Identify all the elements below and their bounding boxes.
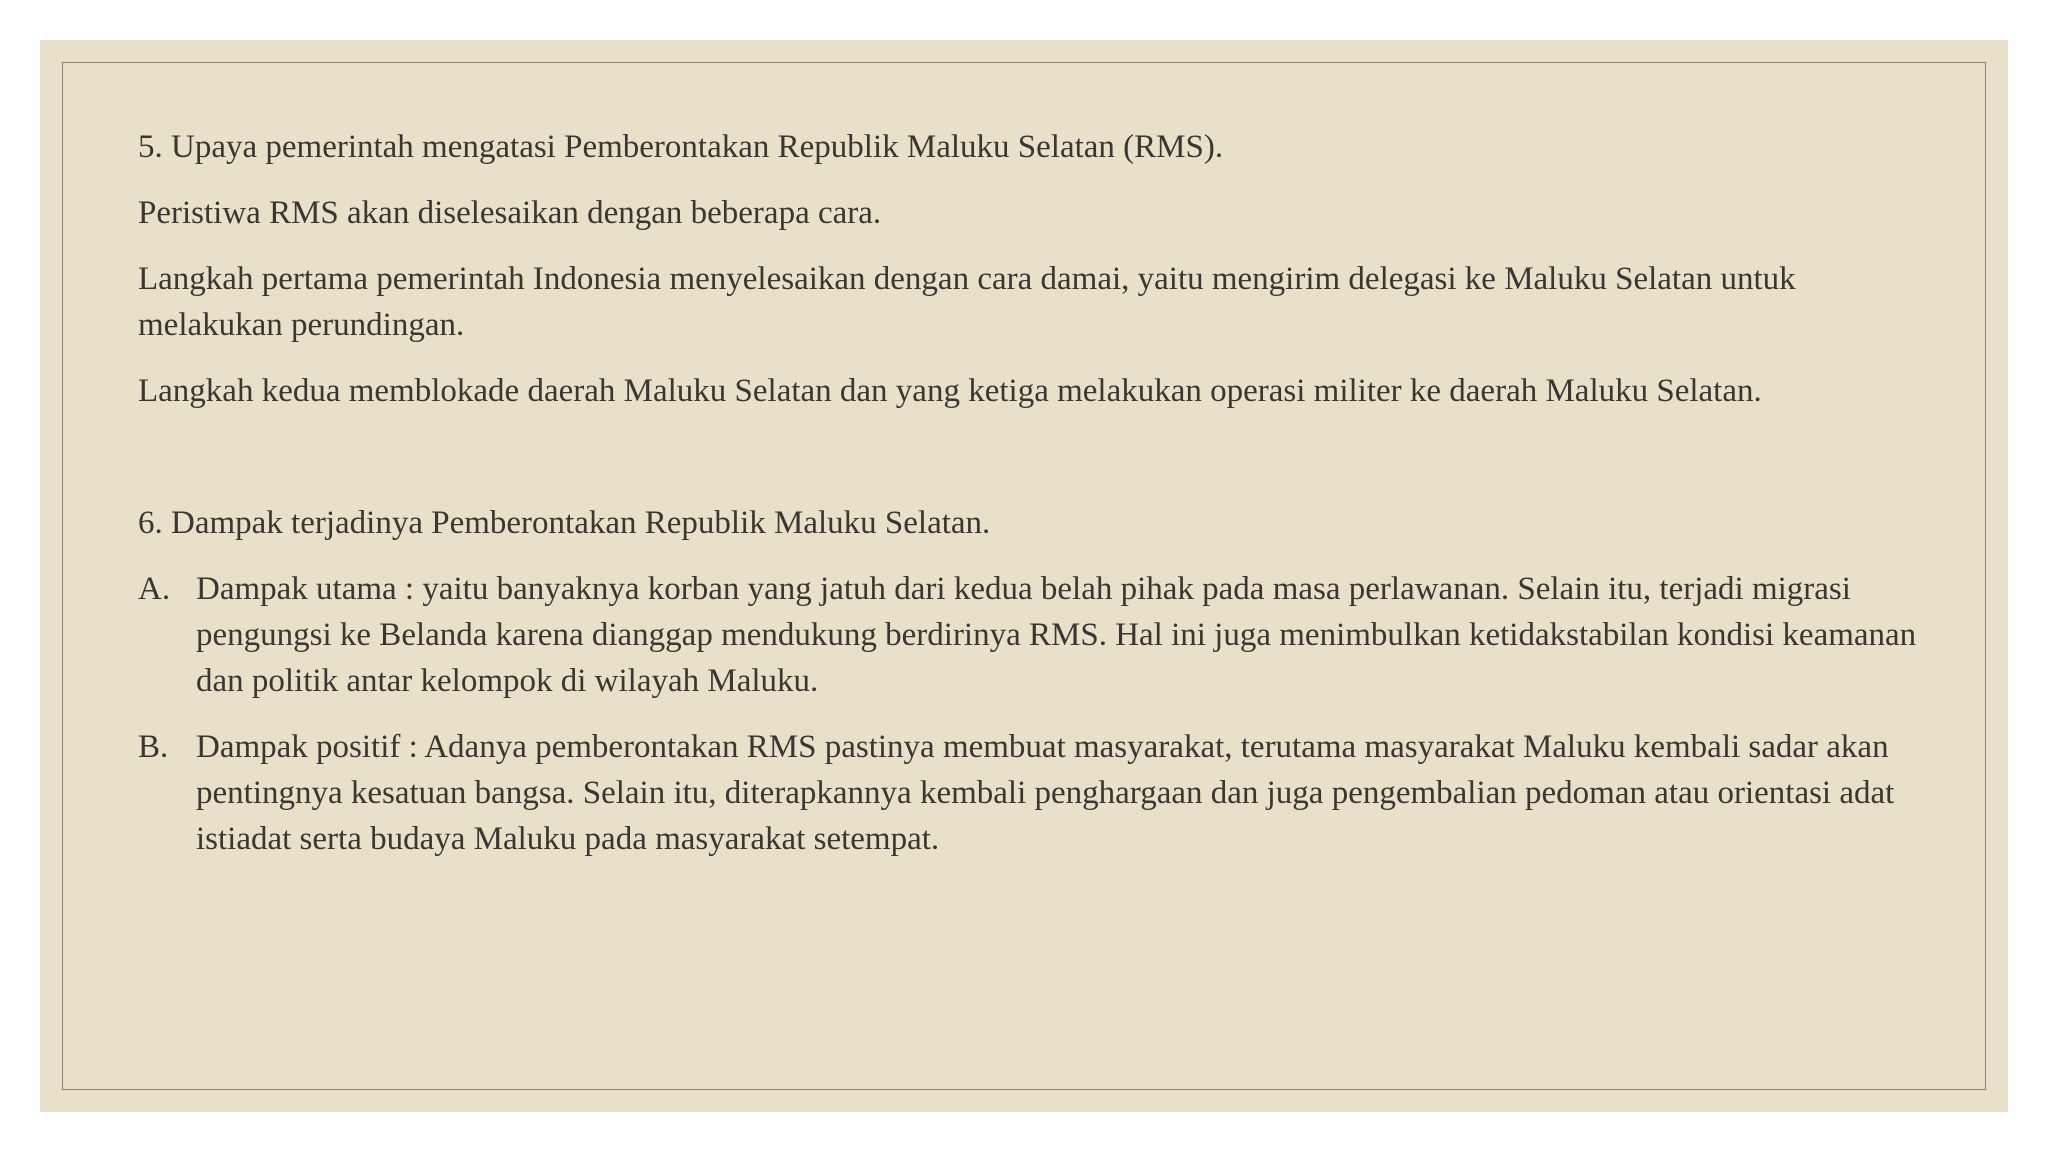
section-5-paragraph-2: Langkah pertama pemerintah Indonesia menyelesaikan dengan cara damai, yaitu mengirim delegasi ke Maluku Selatan untuk melakukan perundingan. (138, 261, 1796, 343)
list-marker-a: A. (138, 571, 171, 607)
list-item-b (138, 724, 1938, 862)
section-5-paragraph-3: Langkah kedua memblokade daerah Maluku Selatan dan yang ketiga melakukan operasi militer ke daerah Maluku Selatan. (138, 373, 1762, 409)
slide (40, 40, 2008, 1112)
list-marker-b: B. (138, 729, 169, 765)
section-6-heading: 6. Dampak terjadinya Pemberontakan Republik Maluku Selatan. (138, 505, 991, 541)
list-item-a (138, 566, 1938, 704)
section-5-heading: 5. Upaya pemerintah mengatasi Pemberontakan Republik Maluku Selatan (RMS). (138, 129, 1224, 165)
list-text-b: Dampak positif : Adanya pemberontakan RMS pastinya membuat masyarakat, terutama masyarakat Maluku kembali sadar akan pentingnya kesatuan bangsa. Selain itu, diterapkannya kembali penghargaan dan juga pengembalian pedoman atau orientasi adat istiadat serta budaya Maluku pada masyarakat setempat. (196, 729, 1895, 857)
slide-content (138, 124, 1938, 882)
section-spacer (138, 434, 1938, 500)
section-5-paragraph-1: Peristiwa RMS akan diselesaikan dengan beberapa cara. (138, 195, 882, 231)
list-text-a: Dampak utama : yaitu banyaknya korban yang jatuh dari kedua belah pihak pada masa perlawanan. Selain itu, terjadi migrasi pengungsi ke Belanda karena dianggap mendukung berdirinya RMS. Hal ini juga menimbulkan ketidakstabilan kondisi keamanan dan politik antar kelompok di wilayah Maluku. (196, 571, 1917, 699)
